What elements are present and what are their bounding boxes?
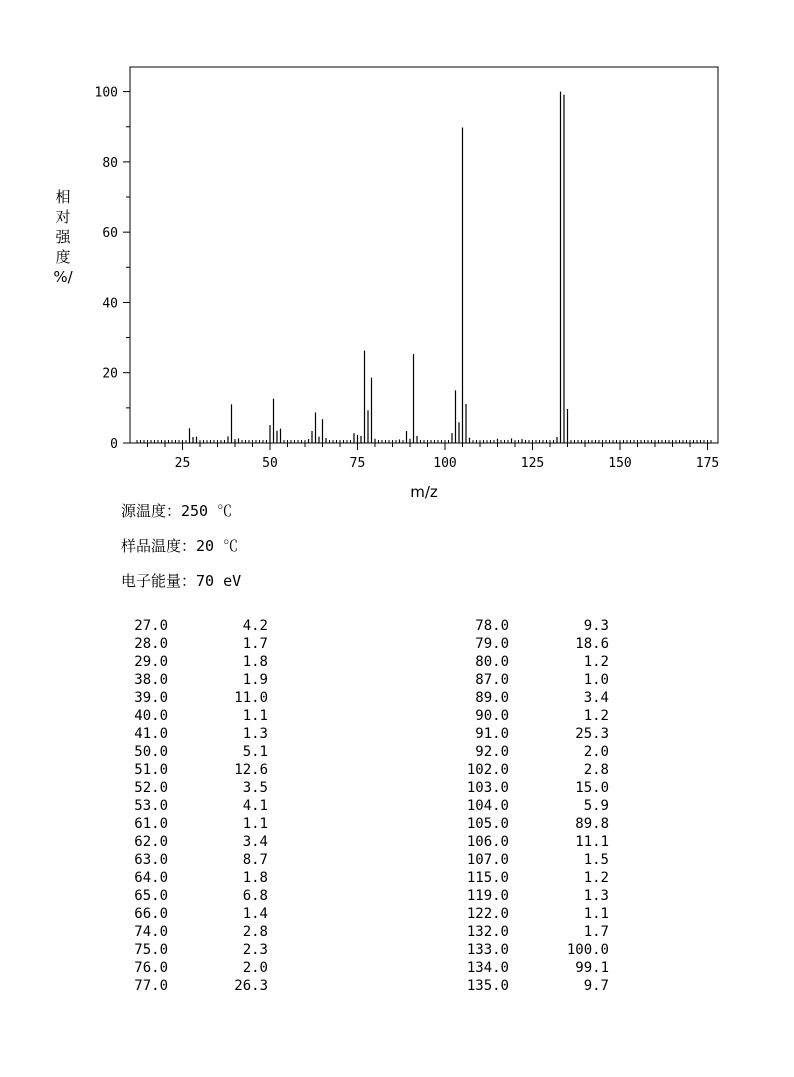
peak-table-row bbox=[0, 689, 640, 707]
mz-value: 53.0 bbox=[134, 798, 168, 814]
intensity-value: 8.7 bbox=[242, 852, 268, 868]
intensity-value: 9.7 bbox=[583, 978, 609, 994]
intensity-value: 3.4 bbox=[242, 834, 268, 850]
intensity-value: 25.3 bbox=[575, 726, 609, 742]
mass-spectrum-chart bbox=[0, 0, 794, 500]
mz-value: 104.0 bbox=[466, 798, 509, 814]
mz-value: 78.0 bbox=[475, 618, 509, 634]
x-tick-label: 125 bbox=[520, 456, 545, 471]
y-axis-title-char: 强 bbox=[55, 228, 71, 246]
mz-value: 51.0 bbox=[134, 762, 168, 778]
intensity-value: 2.8 bbox=[583, 762, 609, 778]
mz-value: 105.0 bbox=[466, 816, 509, 832]
intensity-value: 99.1 bbox=[575, 960, 609, 976]
mz-value: 76.0 bbox=[134, 960, 168, 976]
y-tick-label: 80 bbox=[102, 155, 118, 171]
intensity-value: 26.3 bbox=[234, 978, 268, 994]
peak-table-right bbox=[0, 617, 640, 995]
mz-value: 75.0 bbox=[134, 942, 168, 958]
mz-value: 41.0 bbox=[134, 726, 168, 742]
intensity-value: 1.1 bbox=[242, 708, 268, 724]
y-tick-label: 40 bbox=[102, 296, 118, 312]
mz-value: 102.0 bbox=[466, 762, 509, 778]
intensity-value: 2.0 bbox=[583, 744, 609, 760]
peak-table-row bbox=[0, 833, 640, 851]
intensity-value: 1.2 bbox=[583, 708, 609, 724]
x-tick-label: 25 bbox=[174, 456, 191, 471]
mz-value: 79.0 bbox=[475, 636, 509, 652]
intensity-value: 89.8 bbox=[575, 816, 609, 832]
intensity-value: 1.7 bbox=[583, 924, 609, 940]
intensity-value: 1.8 bbox=[242, 654, 268, 670]
mz-value: 50.0 bbox=[134, 744, 168, 760]
intensity-value: 1.5 bbox=[583, 852, 609, 868]
mz-value: 92.0 bbox=[475, 744, 509, 760]
y-axis-title-char: 度 bbox=[55, 248, 71, 266]
intensity-value: 1.4 bbox=[242, 906, 268, 922]
mz-value: 132.0 bbox=[466, 924, 509, 940]
mz-value: 63.0 bbox=[134, 852, 168, 868]
peak-table-row bbox=[0, 815, 640, 833]
mz-value: 135.0 bbox=[466, 978, 509, 994]
peak-table-row bbox=[0, 959, 640, 977]
mz-value: 134.0 bbox=[466, 960, 509, 976]
y-tick-label: 20 bbox=[102, 366, 118, 382]
intensity-value: 3.4 bbox=[583, 690, 609, 706]
y-axis bbox=[95, 86, 130, 452]
mz-value: 77.0 bbox=[134, 978, 168, 994]
peak-table-row bbox=[0, 653, 640, 671]
mz-value: 27.0 bbox=[134, 618, 168, 634]
x-tick-label: 150 bbox=[608, 456, 632, 471]
spectrum-peaks bbox=[190, 92, 568, 443]
plot-frame bbox=[130, 67, 718, 443]
y-tick-label: 0 bbox=[110, 437, 118, 452]
peak-table-row bbox=[0, 977, 640, 995]
y-axis-title-char: 对 bbox=[55, 208, 71, 226]
intensity-value: 3.5 bbox=[242, 780, 268, 796]
intensity-value: 5.9 bbox=[583, 798, 609, 814]
intensity-value: 9.3 bbox=[583, 618, 609, 634]
mz-value: 89.0 bbox=[475, 690, 509, 706]
intensity-value: 12.6 bbox=[234, 762, 268, 778]
x-tick-label: 75 bbox=[349, 456, 366, 471]
peak-table-row bbox=[0, 923, 640, 941]
mz-value: 64.0 bbox=[134, 870, 168, 886]
intensity-value: 1.2 bbox=[583, 654, 609, 670]
peak-table-row bbox=[0, 617, 640, 635]
intensity-value: 2.8 bbox=[242, 924, 268, 940]
y-tick-label: 60 bbox=[102, 226, 118, 242]
intensity-value: 11.0 bbox=[234, 690, 268, 706]
intensity-value: 2.3 bbox=[242, 942, 268, 958]
peak-table-row bbox=[0, 707, 640, 725]
mz-value: 52.0 bbox=[134, 780, 168, 796]
mz-value: 61.0 bbox=[134, 816, 168, 832]
peak-table-row bbox=[0, 869, 640, 887]
intensity-value: 4.2 bbox=[242, 618, 268, 634]
intensity-value: 100.0 bbox=[566, 942, 609, 958]
y-axis-title bbox=[53, 188, 73, 286]
intensity-value: 1.7 bbox=[242, 636, 268, 652]
y-tick-label: 100 bbox=[94, 85, 118, 101]
y-axis-title-char: 相 bbox=[55, 188, 71, 206]
mz-value: 80.0 bbox=[475, 654, 509, 670]
peak-table-row bbox=[0, 905, 640, 923]
x-tick-label: 50 bbox=[262, 456, 278, 471]
mz-value: 66.0 bbox=[134, 906, 168, 922]
intensity-value: 6.8 bbox=[242, 888, 268, 904]
intensity-value: 1.3 bbox=[583, 888, 609, 904]
peak-table-row bbox=[0, 941, 640, 959]
mz-value: 62.0 bbox=[134, 834, 168, 850]
intensity-value: 2.0 bbox=[242, 960, 268, 976]
intensity-value: 18.6 bbox=[575, 636, 609, 652]
x-axis bbox=[148, 443, 720, 471]
intensity-value: 1.2 bbox=[583, 870, 609, 886]
peak-table-row bbox=[0, 779, 640, 797]
peak-table-row bbox=[0, 797, 640, 815]
intensity-value: 11.1 bbox=[575, 834, 609, 850]
x-tick-label: 100 bbox=[433, 456, 457, 471]
intensity-value: 1.9 bbox=[242, 672, 268, 688]
peak-table-row bbox=[0, 743, 640, 761]
peak-table-row bbox=[0, 635, 640, 653]
mz-value: 107.0 bbox=[466, 852, 509, 868]
mz-value: 90.0 bbox=[475, 708, 509, 724]
mz-value: 38.0 bbox=[134, 672, 168, 688]
mz-value: 39.0 bbox=[134, 690, 168, 706]
peak-table-row bbox=[0, 761, 640, 779]
mz-value: 122.0 bbox=[466, 906, 509, 922]
peak-table-row bbox=[0, 671, 640, 689]
intensity-value: 4.1 bbox=[242, 798, 268, 814]
peak-table-row bbox=[0, 887, 640, 905]
intensity-value: 1.0 bbox=[583, 672, 609, 688]
mz-value: 91.0 bbox=[475, 726, 509, 742]
mz-value: 87.0 bbox=[475, 672, 509, 688]
peak-table-row bbox=[0, 851, 640, 869]
source-temperature: 源温度：250 ℃ bbox=[121, 502, 233, 520]
y-axis-title-char: %/ bbox=[53, 268, 73, 286]
mz-value: 106.0 bbox=[466, 834, 509, 850]
intensity-value: 1.8 bbox=[242, 870, 268, 886]
mz-value: 119.0 bbox=[466, 888, 509, 904]
intensity-value: 1.1 bbox=[583, 906, 609, 922]
intensity-value: 1.1 bbox=[242, 816, 268, 832]
intensity-value: 1.3 bbox=[242, 726, 268, 742]
peak-table-row bbox=[0, 725, 640, 743]
mz-value: 28.0 bbox=[134, 636, 168, 652]
mz-value: 65.0 bbox=[134, 888, 168, 904]
mz-value: 115.0 bbox=[466, 870, 509, 886]
intensity-value: 5.1 bbox=[242, 744, 268, 760]
mz-value: 133.0 bbox=[466, 942, 509, 958]
mz-value: 74.0 bbox=[134, 924, 168, 940]
x-tick-label: 175 bbox=[695, 456, 720, 471]
mz-value: 40.0 bbox=[134, 708, 168, 724]
x-axis-title: m/z bbox=[410, 483, 438, 500]
sample-temperature: 样品温度：20 ℃ bbox=[121, 537, 239, 555]
electron-energy: 电子能量：70 eV bbox=[121, 572, 242, 590]
mz-value: 103.0 bbox=[466, 780, 509, 796]
mz-value: 29.0 bbox=[134, 654, 168, 670]
intensity-value: 15.0 bbox=[575, 780, 609, 796]
